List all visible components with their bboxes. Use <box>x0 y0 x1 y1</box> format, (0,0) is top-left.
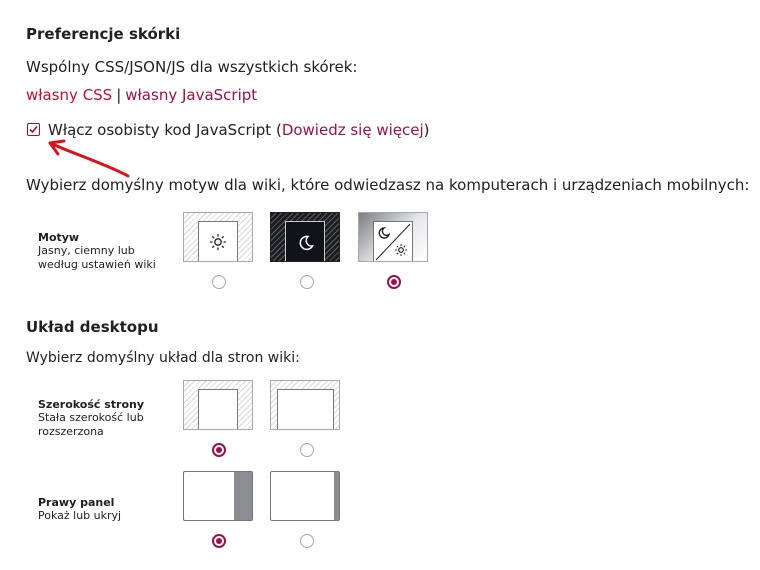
theme-light-radio[interactable] <box>212 275 226 289</box>
panel-show-sidebar <box>234 472 252 520</box>
panel-hide-radio[interactable] <box>300 534 314 548</box>
theme-auto-radio[interactable] <box>387 275 401 289</box>
panel-label <box>38 496 173 523</box>
desktop-layout-intro: Wybierz domyślny układ dla stron wiki: <box>26 350 300 366</box>
panel-label-desc: Pokaż lub ukryj <box>38 509 122 522</box>
theme-label-desc: Jasny, ciemny lub według ustawień wiki <box>38 244 156 271</box>
enable-js-checkbox[interactable] <box>27 123 40 136</box>
width-label-desc: Stała szerokość lub rozszerzona <box>38 411 144 438</box>
theme-auto-page <box>373 221 413 262</box>
section-title-desktop-layout: Układ desktopu <box>26 318 159 336</box>
width-fixed-radio[interactable] <box>212 443 226 457</box>
theme-light-thumbnail[interactable] <box>183 212 253 262</box>
theme-light-page <box>198 221 238 262</box>
width-label <box>38 398 173 439</box>
width-wide-thumbnail[interactable] <box>270 380 340 430</box>
theme-dark-page <box>285 221 325 262</box>
enable-js-label-text: Włącz osobisty kod JavaScript ( <box>48 121 282 139</box>
checkmark-icon <box>28 124 39 135</box>
link-separator: | <box>116 86 122 104</box>
theme-dark-radio[interactable] <box>300 275 314 289</box>
panel-hide-thumbnail[interactable] <box>270 471 340 521</box>
custom-css-link[interactable]: własny CSS <box>26 86 113 104</box>
width-label-title: Szerokość strony <box>38 398 145 411</box>
theme-intro: Wybierz domyślny motyw dla wiki, które odwiedzasz na komputerach i urządzeniach mobilnych: <box>26 176 750 194</box>
theme-label-title: Motyw <box>38 231 80 244</box>
shared-assets-label: Wspólny CSS/JSON/JS dla wszystkich skórek: <box>26 58 358 76</box>
panel-hide-sidebar <box>334 472 339 520</box>
width-fixed-thumbnail[interactable] <box>183 380 253 430</box>
width-fixed-page <box>198 389 238 430</box>
width-wide-radio[interactable] <box>300 443 314 457</box>
theme-dark-thumbnail[interactable] <box>270 212 340 262</box>
theme-auto-thumbnail[interactable] <box>358 212 428 262</box>
section-title-skin-preferences: Preferencje skórki <box>26 25 181 43</box>
enable-js-label-close: ) <box>423 121 430 139</box>
theme-label <box>38 231 173 272</box>
custom-js-link[interactable]: własny JavaScript <box>125 86 258 104</box>
panel-show-radio[interactable] <box>212 534 226 548</box>
custom-links-row <box>26 86 257 104</box>
width-wide-page <box>277 389 334 430</box>
moon-icon <box>297 234 315 252</box>
panel-show-thumbnail[interactable] <box>183 471 253 521</box>
sun-icon <box>209 233 227 251</box>
learn-more-link[interactable]: Dowiedz się więcej <box>281 121 424 139</box>
panel-label-title: Prawy panel <box>38 496 115 509</box>
auto-theme-icon <box>374 222 412 262</box>
